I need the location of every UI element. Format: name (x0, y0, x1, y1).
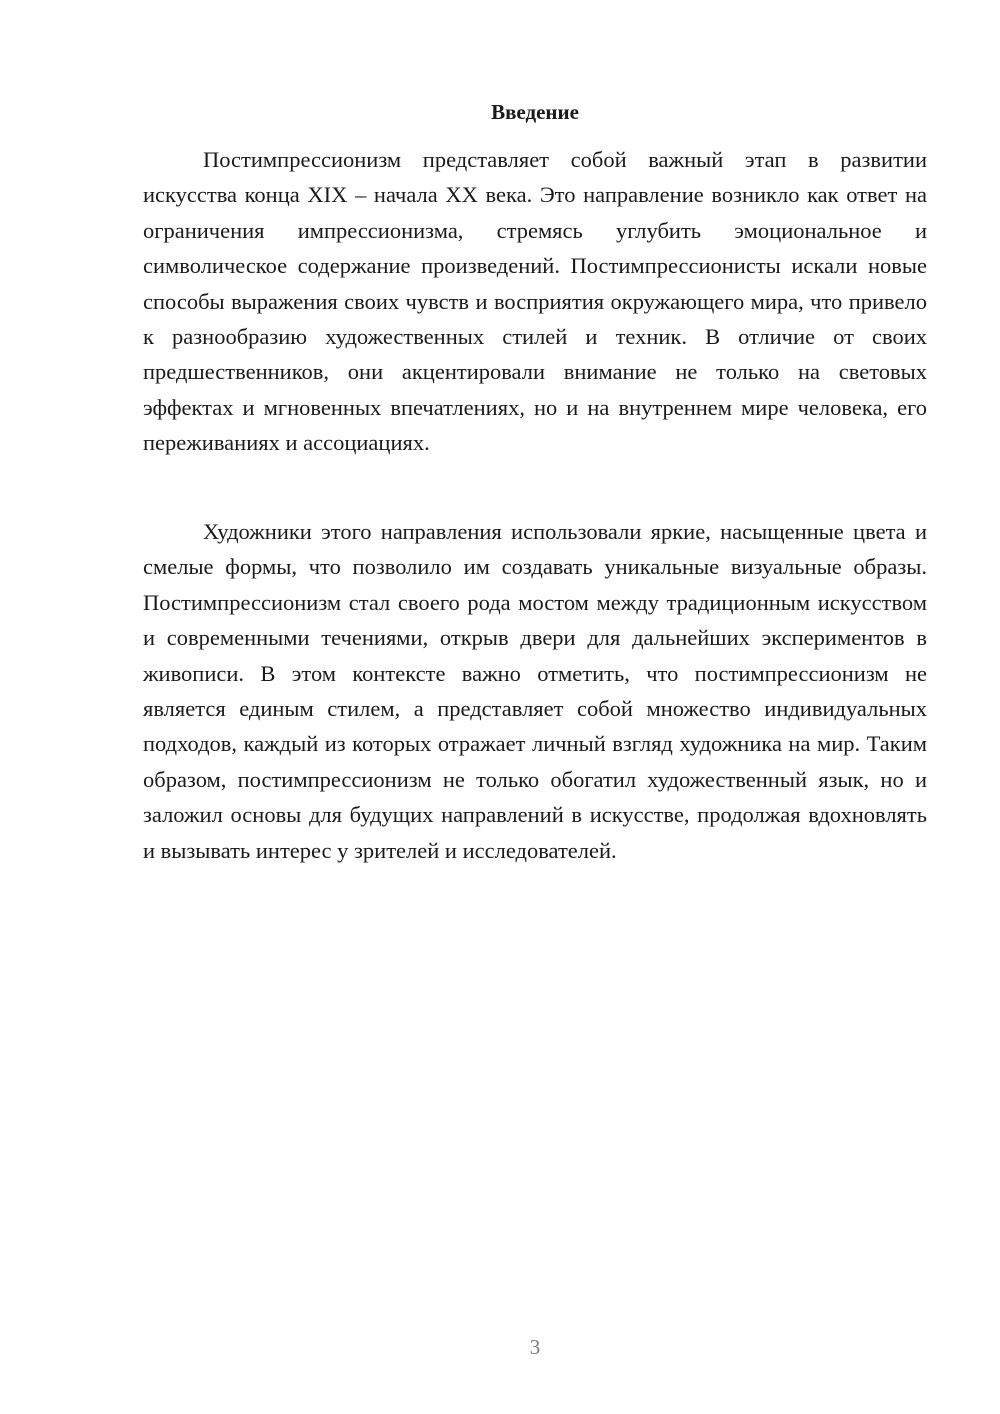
section-heading: Введение (491, 100, 579, 124)
page-number: 3 (529, 1335, 541, 1359)
paragraph-1: Постимпрессионизм представляет собой важный этап в развитии искусства конца XIX – начала XX века. Это направление возникло как ответ на ограничения импрессионизма, стремясь углубить эмоциональное и символическое содержание произведений. Постимпрессионисты искали новые способы выражения своих чувств и восприятия окружающего мира, что привело к разнообразию художественных стилей и техник. В отличие от своих предшественников, они акцентировали внимание не только на световых эффектах и мгновенных впечатлениях, но и на внутреннем мире человека, его переживаниях и ассоциациях. (143, 147, 927, 456)
paragraph-2: Художники этого направления использовали яркие, насыщенные цвета и смелые формы, что позволило им создавать уникальные визуальные образы. Постимпрессионизм стал своего рода мостом между традиционным искусством и современными течениями, открыв двери для дальнейших экспериментов в живописи. В этом контексте важно отметить, что постимпрессионизм не является единым стилем, а представляет собой множество индивидуальных подходов, каждый из которых отражает личный взгляд художника на мир. Таким образом, постимпрессионизм не только обогатил художественный язык, но и заложил основы для будущих направлений в искусстве, продолжая вдохновлять и вызывать интерес у зрителей и исследователей. (143, 519, 927, 863)
